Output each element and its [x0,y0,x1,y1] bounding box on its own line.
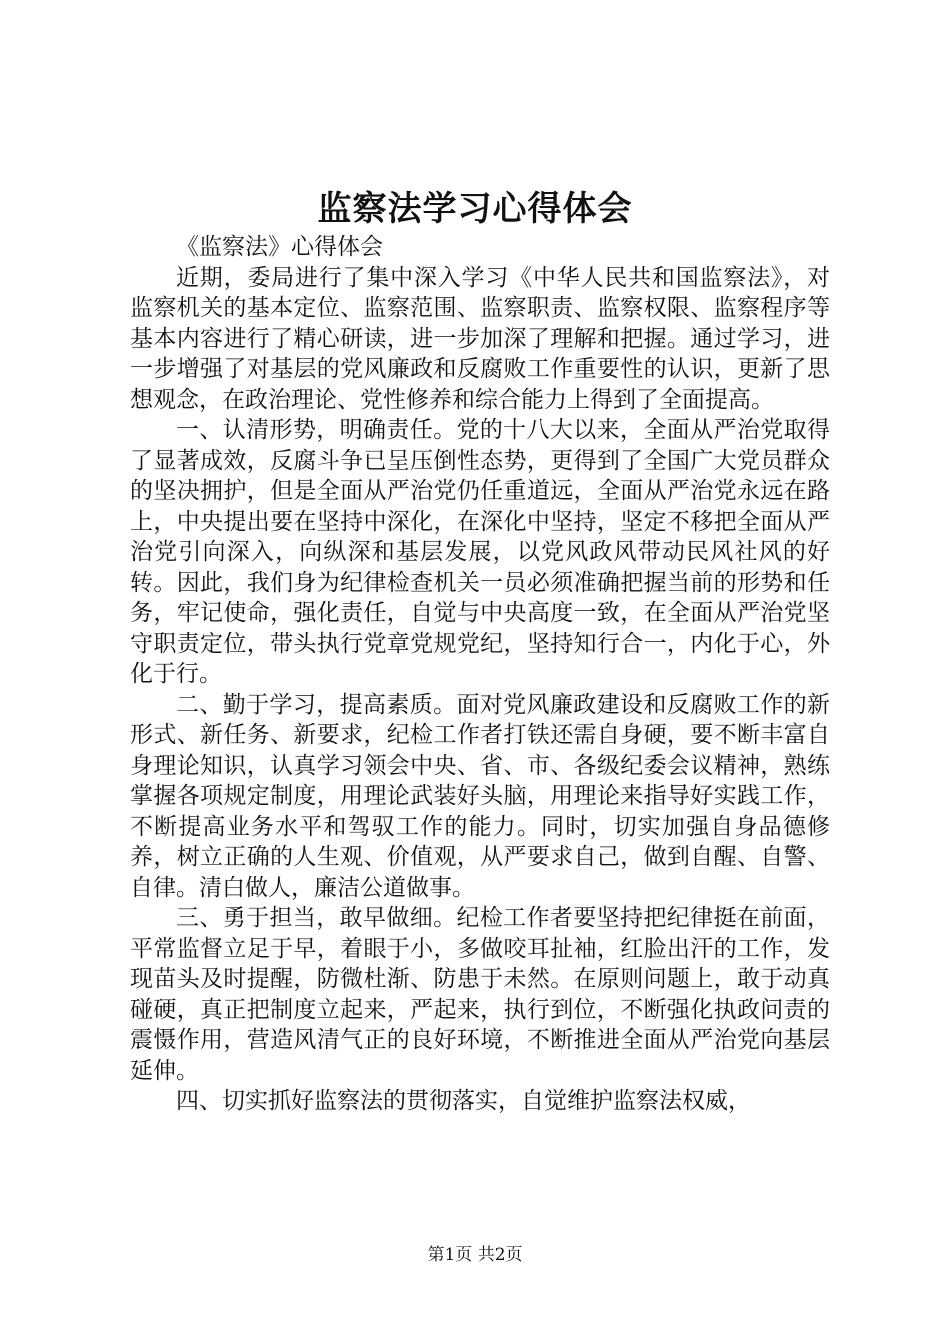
intro-paragraph: 近期，委局进行了集中深入学习《中华人民共和国监察法》，对监察机关的基本定位、监察范围、监察职责、监察权限、监察程序等基本内容进行了精心研读，进一步加深了理解和把握。通过学习，进一步增强了对基层的党风廉政和反腐败工作重要性的认识，更新了思想观念，在政治理论、党性修养和综合能力上得到了全面提高。 [130,264,830,413]
section-two-paragraph: 二、勤于学习，提高素质。面对党风廉政建设和反腐败工作的新形式、新任务、新要求，纪检工作者打铁还需自身硬，要不断丰富自身理论知识，认真学习领会中央、省、市、各级纪委会议精神，熟练掌握各项规定制度，用理论武装好头脑，用理论来指导好实践工作，不断提高业务水平和驾驭工作的能力。同时，切实加强自身品德修养，树立正确的人生观、价值观，从严要求自己，做到自醒、自警、自律。清白做人，廉洁公道做事。 [130,691,830,901]
subtitle-paragraph: 《监察法》心得体会 [176,234,383,260]
section-four-paragraph: 四、切实抓好监察法的贯彻落实，自觉维护监察法权威， [176,1088,751,1114]
section-three-paragraph: 三、勇于担当，敢早做细。纪检工作者要坚持把纪律挺在前面，平常监督立足于早，着眼于小，多做咬耳扯袖，红脸出汗的工作，发现苗头及时提醒，防微杜渐、防患于未然。在原则问题上，敢于动真碰硬，真正把制度立起来，严起来，执行到位，不断强化执政问责的震慑作用，营造风清气正的良好环境，不断推进全面从严治党向基层延伸。 [130,905,830,1084]
document-body [130,232,830,1117]
page-number-footer: 第1页 共2页 [427,1245,523,1265]
document-title: 监察法学习心得体会 [317,189,633,229]
section-one-paragraph: 一、认清形势，明确责任。党的十八大以来，全面从严治党取得了显著成效，反腐斗争已呈压倒性态势，更得到了全国广大党员群众的坚决拥护，但是全面从严治党仍任重道远，全面从严治党永远在路上，中央提出要在坚持中深化，在深化中坚持，坚定不移把全面从严治党引向深入，向纵深和基层发展，以党风政风带动民风社风的好转。因此，我们身为纪律检查机关一员必须准确把握当前的形势和任务，牢记使命，强化责任，自觉与中央高度一致，在全面从严治党坚守职责定位，带头执行党章党规党纪，坚持知行合一，内化于心，外化于行。 [130,417,830,687]
